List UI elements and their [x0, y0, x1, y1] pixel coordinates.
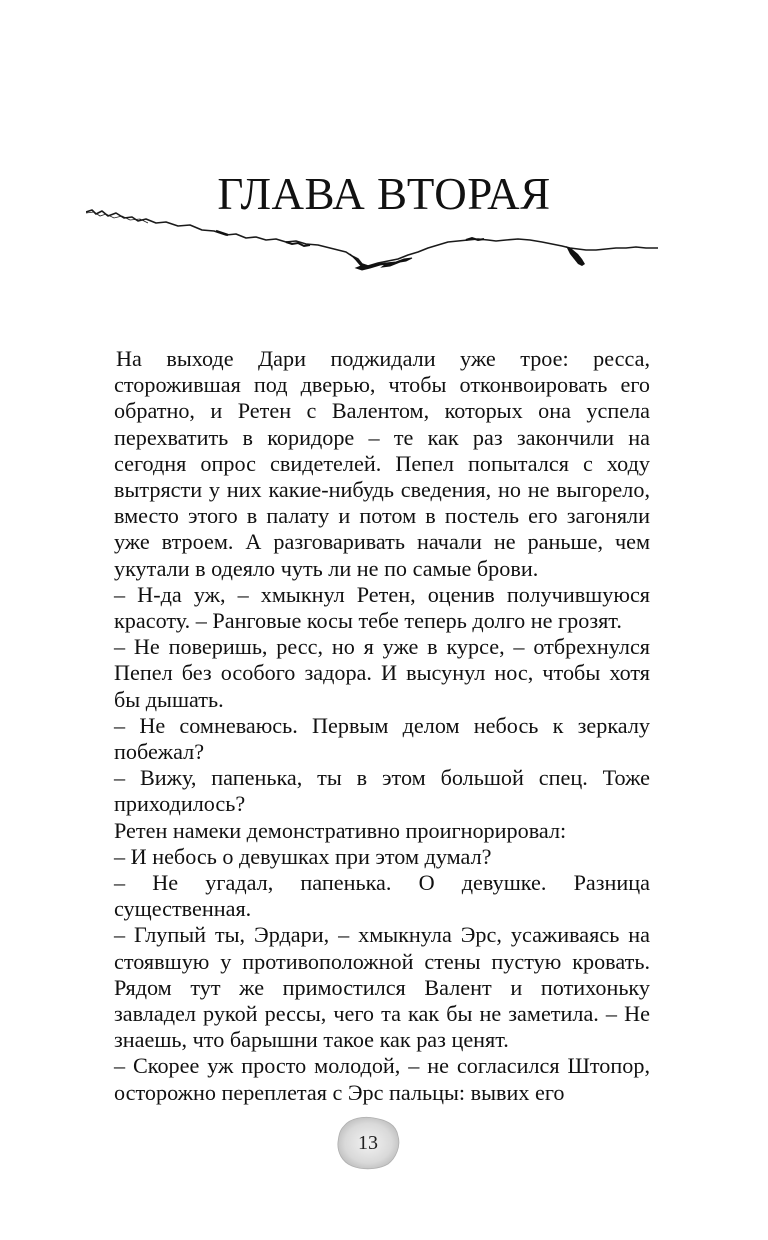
paragraph: – Не поверишь, ресс, но я уже в курсе, – отбрехнулся Пепел без особого задора. И высунул нос, чтобы хотя бы дышать. [114, 634, 650, 712]
paragraph: – Не угадал, папенька. О девушке. Разница существенная. [114, 870, 650, 922]
paragraph: – Скорее уж просто молодой, – не согласился Штопор, осторожно переплетая с Эрс пальцы: вывих его [114, 1053, 650, 1105]
paragraph: – И небось о девушках при этом думал? [114, 843, 492, 869]
chapter-title: ГЛАВА ВТОРАЯ [217, 169, 551, 219]
paragraph: – Н-да уж, – хмыкнул Ретен, оценив получившуюся красоту. – Ранговые косы тебе теперь долго не грозят. [114, 581, 650, 634]
paragraph: На выходе Дари поджидали уже трое: ресса, сторожившая под дверью, чтобы отконвоировать его обратно, и Ретен с Валентом, которых она успела перехватить в коридоре – те как раз закончили на сегодня опрос свидетелей. Пепел попытался с ходу вытрясти у них какие-нибудь сведения, но не выгорело, вместо этого в палату и потом в постель его загоняли уже втроем. А разговаривать начали не раньше, чем укутали в одеяло чуть ли не по самые брови. [114, 346, 650, 581]
page-number: 13 [358, 1132, 378, 1154]
paragraph: – Глупый ты, Эрдари, – хмыкнула Эрс, усаживаясь на стоявшую у противоположной стены пустую кровать. Рядом тут же примостился Валент и потихоньку завладел рукой рессы, чего та как бы не заметила. – Не знаешь, что барышни такое как раз ценят. [114, 922, 650, 1053]
body-text [114, 346, 650, 1106]
paragraph: – Вижу, папенька, ты в этом большой спец. Тоже приходилось? [114, 765, 650, 817]
torn-ink-divider [86, 204, 658, 276]
paragraph: – Не сомневаюсь. Первым делом небось к зеркалу побежал? [114, 712, 650, 765]
paragraph: Ретен намеки демонстративно проигнорировал: [114, 817, 567, 843]
